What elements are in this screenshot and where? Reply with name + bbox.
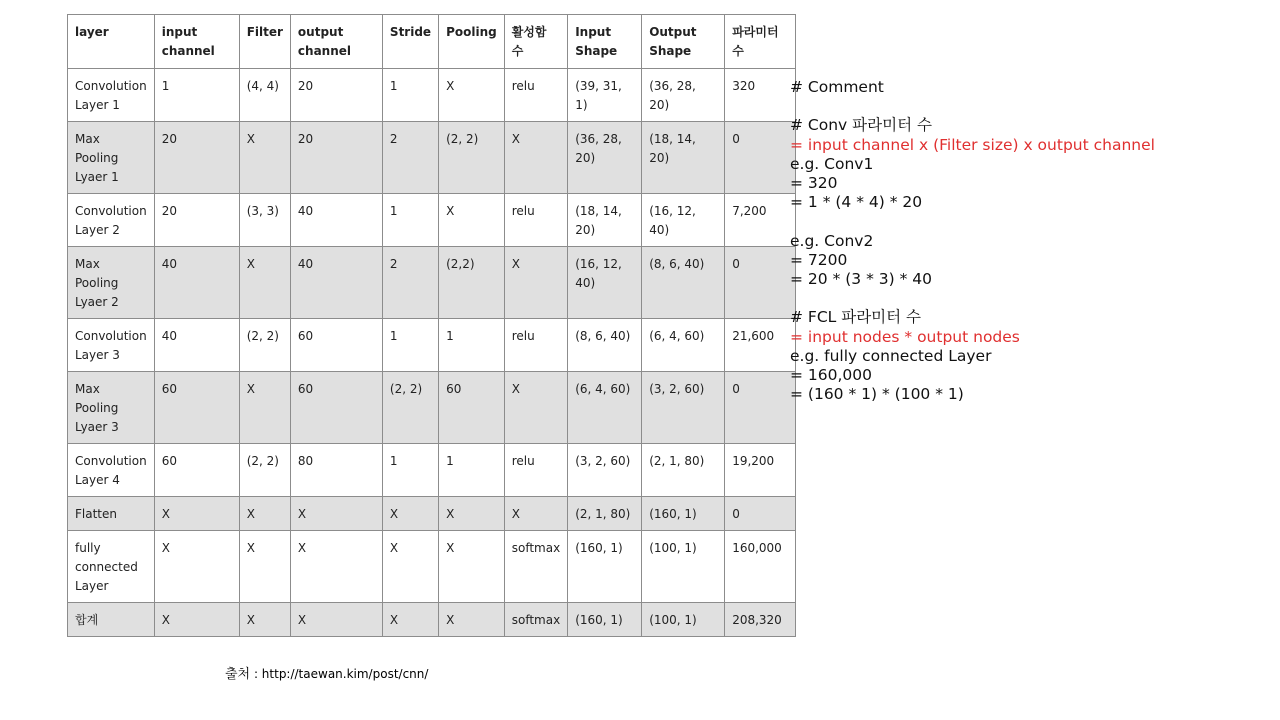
cell-pooling (439, 497, 505, 531)
cell-text-line: (16, 12, 40) (649, 204, 696, 237)
cell-text-line: X (446, 541, 455, 555)
cell-text-line: 1 (446, 454, 454, 468)
cell-text-line: (4, 4) (246, 79, 279, 93)
cell-pooling (439, 372, 505, 444)
cell-stride (382, 319, 438, 372)
cell-text-line: 20 (161, 204, 177, 218)
cell-text-line: (18, 14, (575, 204, 622, 218)
table-row (68, 603, 796, 637)
cell-output-channel (290, 603, 382, 637)
cell-text-line: 0 (732, 132, 740, 146)
header-text-line: 활성함 (511, 25, 547, 39)
header-text-line: 수 (511, 44, 524, 58)
cell-output-shape (642, 247, 725, 319)
cell-text-line: 80 (297, 454, 314, 468)
cell-input-channel (154, 603, 239, 637)
cell-layer (68, 247, 155, 319)
cell-filter (239, 603, 290, 637)
cell-text-line: 40) (575, 276, 596, 290)
cell-text-line: 40 (161, 329, 177, 343)
cell-layer (68, 194, 155, 247)
cell-text-line: Max (75, 382, 100, 396)
cell-parameters (725, 122, 796, 194)
cell-text-line: 60 (161, 382, 177, 396)
cell-input-channel (154, 319, 239, 372)
cell-filter (239, 69, 290, 122)
cell-parameters (725, 497, 796, 531)
cell-text-line: (3, 2, 60) (575, 454, 631, 468)
cell-output-channel (290, 69, 382, 122)
table-row (68, 531, 796, 603)
cell-filter (239, 497, 290, 531)
cell-text-line: (39, 31, 1) (575, 79, 622, 112)
cell-input-channel (154, 444, 239, 497)
cell-text-line: 1 (446, 329, 454, 343)
cell-text-line: X (446, 613, 455, 627)
cell-text-line: relu (511, 329, 535, 343)
cell-text-line: (100, 1) (649, 541, 697, 555)
header-parameters (725, 15, 796, 69)
cell-text-line: X (389, 541, 399, 555)
cell-text-line: 60 (297, 329, 314, 343)
table-row (68, 247, 796, 319)
cell-filter (239, 122, 290, 194)
cell-input-channel (154, 247, 239, 319)
cell-text-line: 20 (297, 79, 314, 93)
header-text-line: Input (575, 25, 612, 39)
header-output-channel (290, 15, 382, 69)
cell-text-line: 2 (389, 257, 398, 271)
header-text-line: output (297, 25, 344, 39)
cell-text-line: (8, 6, 40) (649, 257, 705, 271)
cell-text-line: 320 (732, 79, 756, 93)
cell-text-line: Layer 3 (75, 348, 120, 362)
cell-activation (504, 122, 567, 194)
header-text-line: layer (75, 25, 109, 39)
cell-text-line: Convolution (75, 204, 147, 218)
cell-output-shape (642, 122, 725, 194)
cell-output-shape (642, 69, 725, 122)
cell-activation (504, 531, 567, 603)
cell-activation (504, 603, 567, 637)
cell-text-line: 20 (297, 132, 314, 146)
header-text-line: Filter (246, 25, 283, 39)
cell-text-line: X (161, 613, 170, 627)
table-row (68, 444, 796, 497)
cell-text-line: 21,600 (732, 329, 775, 343)
source-url: : http://taewan.kim/post/cnn/ (250, 667, 429, 681)
cell-stride (382, 497, 438, 531)
cell-text-line: Layer 4 (75, 473, 120, 487)
cell-input-shape (568, 531, 642, 603)
table-row (68, 319, 796, 372)
cell-input-channel (154, 122, 239, 194)
cell-text-line: (36, 28, 20) (649, 79, 696, 112)
comment-line: = 1 * (4 * 4) * 20 (790, 193, 923, 212)
cell-activation (504, 444, 567, 497)
cell-text-line: 20 (161, 132, 177, 146)
cell-text-line: Pooling (75, 401, 119, 415)
cell-text-line: 합계 (75, 613, 99, 627)
comment-line: = 7200 (790, 250, 848, 269)
cell-layer (68, 372, 155, 444)
cell-pooling (439, 603, 505, 637)
cell-text-line: 1 (161, 79, 170, 93)
table-row (68, 372, 796, 444)
cell-layer (68, 319, 155, 372)
cell-text-line: 60 (446, 382, 462, 396)
header-layer (68, 15, 155, 69)
table-row (68, 194, 796, 247)
cell-text-line: X (246, 132, 255, 146)
cell-output-channel (290, 444, 382, 497)
cell-text-line: Convolution (75, 329, 147, 343)
cell-output-channel (290, 531, 382, 603)
cell-text-line: softmax (511, 613, 561, 627)
comment-line: # Comment (790, 78, 884, 96)
cell-stride (382, 194, 438, 247)
cell-text-line: 1 (389, 454, 398, 468)
cell-filter (239, 194, 290, 247)
cell-text-line: X (446, 79, 455, 93)
cell-filter (239, 531, 290, 603)
cell-text-line: (2, 2) (246, 454, 279, 468)
source-citation (225, 663, 428, 682)
cell-text-line: (2,2) (446, 257, 475, 271)
cell-parameters (725, 194, 796, 247)
cell-input-shape (568, 372, 642, 444)
cell-text-line: 2 (389, 132, 398, 146)
cell-text-line: Pooling (75, 151, 119, 165)
cell-text-line: (8, 6, 40) (575, 329, 631, 343)
cell-input-shape (568, 69, 642, 122)
cell-pooling (439, 247, 505, 319)
cell-text-line: Pooling (75, 276, 119, 290)
cell-stride (382, 372, 438, 444)
cell-input-shape (568, 497, 642, 531)
cell-text-line: X (297, 541, 307, 555)
header-output-shape (642, 15, 725, 69)
comment-spacer (790, 212, 1155, 231)
header-filter (239, 15, 290, 69)
cell-parameters (725, 531, 796, 603)
source-label: 출처 (225, 667, 251, 682)
comment-line: = 160,000 (790, 366, 873, 384)
cell-text-line: (18, 14, 20) (649, 132, 696, 165)
cell-text-line: X (246, 541, 255, 555)
cell-text-line: X (161, 541, 170, 555)
cell-text-line: (160, 1) (649, 507, 697, 521)
cell-input-shape (568, 319, 642, 372)
comment-line: # Conv 파라미터 수 (790, 116, 932, 135)
cell-text-line: 1 (389, 204, 398, 218)
cell-input-channel (154, 372, 239, 444)
cell-input-channel (154, 194, 239, 247)
cell-text-line: (2, 2) (389, 382, 423, 396)
cell-input-shape (568, 194, 642, 247)
cell-text-line: 40 (161, 257, 177, 271)
table-row (68, 497, 796, 531)
comment-line: = 320 (790, 174, 838, 192)
header-text-line: channel (297, 44, 352, 58)
cell-text-line: X (246, 257, 255, 271)
cell-text-line: 0 (732, 507, 740, 521)
comment-spacer (790, 97, 1155, 116)
cell-text-line: (3, 2, 60) (649, 382, 705, 396)
cell-text-line: 1 (389, 329, 398, 343)
cell-text-line: (2, 1, 80) (575, 507, 631, 521)
cell-text-line: X (297, 613, 307, 627)
comment-line: e.g. Conv1 (790, 154, 874, 173)
cell-filter (239, 444, 290, 497)
cell-text-line: X (511, 132, 520, 146)
comment-line: e.g. Conv2 (790, 231, 874, 250)
cell-text-line: (160, 1) (575, 541, 623, 555)
cell-text-line: (2, 1, 80) (649, 454, 705, 468)
cell-text-line: Flatten (75, 507, 117, 521)
cell-stride (382, 531, 438, 603)
cell-text-line: 60 (161, 454, 177, 468)
header-stride (382, 15, 438, 69)
cell-text-line: X (389, 613, 399, 627)
cell-filter (239, 372, 290, 444)
cell-text-line: fully (75, 541, 101, 555)
cell-text-line: 20) (575, 223, 596, 237)
header-text-line: input (161, 25, 198, 39)
comment-formula-line: = input channel x (Filter size) x output channel (790, 135, 1155, 154)
cell-text-line: 0 (732, 382, 740, 396)
cell-text-line: X (446, 507, 455, 521)
cell-activation (504, 194, 567, 247)
cell-input-shape (568, 603, 642, 637)
table-header-row (68, 15, 796, 69)
table-row (68, 69, 796, 122)
cell-layer (68, 122, 155, 194)
table-row (68, 122, 796, 194)
cell-text-line: Layer 1 (75, 98, 120, 112)
comment-line: = (160 * 1) * (100 * 1) (790, 385, 964, 404)
comment-formula-line: = input nodes * output nodes (790, 327, 1020, 346)
cell-layer (68, 531, 155, 603)
cell-text-line: 19,200 (732, 454, 775, 468)
cell-text-line: X (511, 257, 520, 271)
cell-activation (504, 247, 567, 319)
cell-text-line: 40 (297, 204, 314, 218)
cell-text-line: X (246, 613, 255, 627)
cell-text-line: relu (511, 454, 535, 468)
cell-text-line: 20) (575, 151, 596, 165)
cell-text-line: 7,200 (732, 204, 767, 218)
cell-text-line: 208,320 (732, 613, 782, 627)
comment-spacer (790, 289, 1155, 308)
cell-text-line: (160, 1) (575, 613, 623, 627)
cell-stride (382, 444, 438, 497)
cell-text-line: Max (75, 257, 100, 271)
cell-text-line: softmax (511, 541, 561, 555)
comment-panel (790, 78, 1155, 404)
cnn-layer-table (67, 14, 796, 637)
cell-layer (68, 603, 155, 637)
cell-input-channel (154, 531, 239, 603)
header-text-line: channel (161, 44, 215, 58)
header-text-line: Stride (389, 25, 432, 39)
header-text-line: Shape (575, 44, 618, 58)
cell-input-channel (154, 69, 239, 122)
cell-text-line: Layer (75, 579, 109, 593)
cell-text-line: Convolution (75, 79, 147, 93)
cell-text-line: X (297, 507, 307, 521)
cell-output-shape (642, 444, 725, 497)
cell-stride (382, 69, 438, 122)
cell-pooling (439, 194, 505, 247)
cell-stride (382, 603, 438, 637)
cell-output-channel (290, 372, 382, 444)
cell-parameters (725, 444, 796, 497)
cell-text-line: 160,000 (732, 541, 782, 555)
cell-text-line: X (446, 204, 455, 218)
header-text-line: Shape (649, 44, 692, 58)
cell-text-line: X (246, 382, 255, 396)
cell-text-line: 40 (297, 257, 314, 271)
header-text-line: Pooling (446, 25, 497, 39)
cell-text-line: X (246, 507, 255, 521)
cell-parameters (725, 319, 796, 372)
header-text-line: 수 (732, 44, 744, 58)
cell-text-line: (16, 12, (575, 257, 622, 271)
header-text-line: Output (649, 25, 697, 39)
header-text-line: 파라미터 (732, 25, 779, 39)
cell-pooling (439, 319, 505, 372)
cell-output-channel (290, 194, 382, 247)
cell-parameters (725, 603, 796, 637)
cell-input-shape (568, 247, 642, 319)
cell-output-shape (642, 531, 725, 603)
cell-filter (239, 319, 290, 372)
cell-text-line: X (389, 507, 399, 521)
cell-text-line: X (511, 382, 520, 396)
cell-text-line: 1 (389, 79, 398, 93)
cell-stride (382, 122, 438, 194)
cell-filter (239, 247, 290, 319)
cell-output-channel (290, 122, 382, 194)
cell-layer (68, 444, 155, 497)
cell-text-line: (6, 4, 60) (649, 329, 705, 343)
cell-parameters (725, 69, 796, 122)
cell-pooling (439, 69, 505, 122)
cell-pooling (439, 122, 505, 194)
cell-input-shape (568, 444, 642, 497)
cell-output-shape (642, 603, 725, 637)
cell-text-line: Convolution (75, 454, 147, 468)
cell-output-shape (642, 372, 725, 444)
cell-text-line: Lyaer 3 (75, 420, 119, 434)
cell-parameters (725, 372, 796, 444)
cell-parameters (725, 247, 796, 319)
cell-input-shape (568, 122, 642, 194)
cell-text-line: relu (511, 79, 535, 93)
cell-text-line: Lyaer 1 (75, 170, 119, 184)
cell-text-line: 0 (732, 257, 740, 271)
cell-activation (504, 69, 567, 122)
cell-stride (382, 247, 438, 319)
header-activation (504, 15, 567, 69)
cell-text-line: Layer 2 (75, 223, 120, 237)
comment-line: # FCL 파라미터 수 (790, 308, 922, 327)
cell-output-channel (290, 319, 382, 372)
cell-activation (504, 372, 567, 444)
cell-text-line: (2, 2) (446, 132, 479, 146)
cell-pooling (439, 444, 505, 497)
cell-layer (68, 69, 155, 122)
cell-text-line: Lyaer 2 (75, 295, 119, 309)
cell-text-line: relu (511, 204, 535, 218)
cell-input-channel (154, 497, 239, 531)
cell-text-line: X (161, 507, 170, 521)
cell-text-line: (6, 4, 60) (575, 382, 631, 396)
comment-line: = 20 * (3 * 3) * 40 (790, 270, 932, 288)
comment-line: e.g. fully connected Layer (790, 346, 992, 365)
cell-activation (504, 497, 567, 531)
cell-text-line: (100, 1) (649, 613, 697, 627)
header-pooling (439, 15, 505, 69)
header-input-channel (154, 15, 239, 69)
cell-text-line: 60 (297, 382, 314, 396)
cell-text-line: (3, 3) (246, 204, 279, 218)
cell-text-line: connected (75, 560, 138, 574)
cell-layer (68, 497, 155, 531)
cell-activation (504, 319, 567, 372)
header-input-shape (568, 15, 642, 69)
cell-output-channel (290, 497, 382, 531)
cell-output-shape (642, 194, 725, 247)
cell-output-shape (642, 319, 725, 372)
cell-text-line: (2, 2) (246, 329, 279, 343)
cell-text-line: Max (75, 132, 100, 146)
cell-pooling (439, 531, 505, 603)
cell-output-channel (290, 247, 382, 319)
cell-text-line: X (511, 507, 520, 521)
cell-text-line: (36, 28, (575, 132, 622, 146)
cell-output-shape (642, 497, 725, 531)
